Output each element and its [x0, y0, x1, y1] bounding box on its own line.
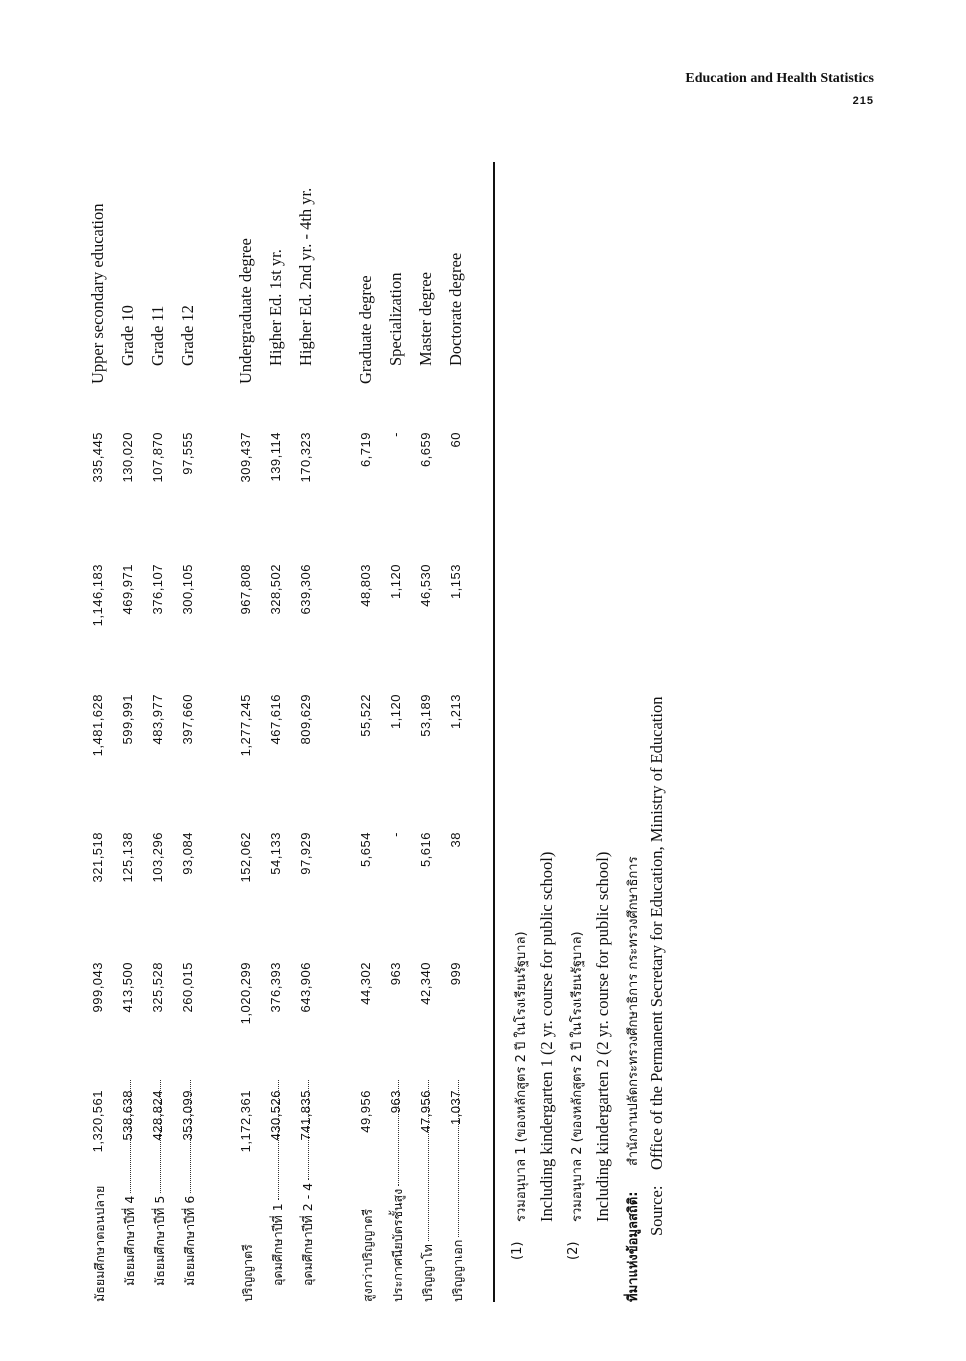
value-cell-col-6: 6,719: [358, 432, 373, 468]
value-cell-col-6: 6,659: [418, 432, 433, 468]
row-label-english: Grade 10: [118, 305, 137, 366]
value-cell-col-3: 103,296: [150, 832, 165, 883]
value-cell-col-6: -: [388, 432, 403, 437]
value-cell-col-5: 967,808: [238, 564, 253, 615]
row-label-english: Higher Ed. 2nd yr. - 4th yr.: [296, 187, 315, 366]
value-cell-col-3: 321,518: [90, 832, 105, 883]
row-label-thai: ปริญญาเอก: [450, 1239, 465, 1302]
value-cell-col-3: 97,929: [298, 832, 313, 875]
row-label-thai: มัธยมศึกษาปีที่ 6: [182, 1195, 197, 1286]
value-cell-col-1: 963: [388, 1090, 403, 1114]
footnote-1-thai: รวมอนุบาล 1 (ของหลักสูตร 2 ปี ในโรงเรียนรัฐบาล): [514, 931, 529, 1222]
value-cell-col-6: 139,114: [268, 432, 283, 482]
value-cell-col-3: -: [388, 832, 403, 837]
table-row: [118, 162, 144, 1302]
value-cell-col-4: 1,481,628: [90, 694, 105, 757]
value-cell-col-4: 483,977: [150, 694, 165, 745]
table-row: [416, 162, 442, 1302]
row-label-english: Graduate degree: [356, 275, 375, 384]
value-cell-col-1: 49,956: [358, 1090, 373, 1133]
value-cell-col-2: 376,393: [268, 962, 283, 1013]
table-row: [296, 162, 322, 1302]
value-cell-col-1: 47,956: [418, 1090, 433, 1133]
value-cell-col-6: 107,870: [150, 432, 165, 483]
value-cell-col-1: 1,037: [448, 1090, 463, 1126]
value-cell-col-2: 325,528: [150, 962, 165, 1013]
row-label-thai: มัธยมศึกษาปีที่ 4: [122, 1195, 137, 1286]
row-label-english: Grade 11: [148, 305, 167, 366]
source-thai: สำนักงานปลัดกระทรวงศึกษาธิการ กระทรวงศึกษาธิการ: [626, 856, 641, 1166]
value-cell-col-5: 1,120: [388, 564, 403, 600]
value-cell-col-4: 55,522: [358, 694, 373, 737]
value-cell-col-4: 1,213: [448, 694, 463, 730]
table-row: [446, 162, 472, 1302]
value-cell-col-6: 170,323: [298, 432, 313, 483]
value-cell-col-2: 44,302: [358, 962, 373, 1005]
value-cell-col-3: 38: [448, 832, 463, 848]
value-cell-col-5: 469,971: [120, 564, 135, 615]
value-cell-col-3: 125,138: [120, 832, 135, 883]
value-cell-col-5: 1,153: [448, 564, 463, 600]
value-cell-col-1: 538,638: [120, 1090, 135, 1141]
value-cell-col-1: 430,526: [268, 1090, 283, 1141]
source-english-label: Source:: [647, 1185, 666, 1236]
value-cell-col-1: 1,320,561: [90, 1090, 105, 1153]
value-cell-col-5: 46,530: [418, 564, 433, 607]
row-label-english: Higher Ed. 1st yr.: [266, 249, 285, 366]
row-label-thai: มัธยมศึกษาปีที่ 5: [152, 1195, 167, 1286]
row-label-thai: ปริญญาโท: [420, 1244, 435, 1302]
footnote-2-marker: (2): [566, 1241, 581, 1260]
value-cell-col-4: 599,991: [120, 694, 135, 745]
table-row: [236, 162, 262, 1302]
value-cell-col-4: 467,616: [268, 694, 283, 745]
table-bottom-rule: [493, 162, 495, 1302]
value-cell-col-6: 130,020: [120, 432, 135, 483]
table-row: [148, 162, 174, 1302]
value-cell-col-5: 300,105: [180, 564, 195, 615]
row-label-thai: ปริญญาตรี: [240, 1244, 255, 1302]
value-cell-col-2: 963: [388, 962, 403, 986]
value-cell-col-4: 1,277,245: [238, 694, 253, 757]
page-number: 215: [852, 95, 874, 107]
row-label-english: Doctorate degree: [446, 252, 465, 366]
row-label-thai: อุดมศึกษาปีที่ 1: [270, 1203, 285, 1286]
value-cell-col-5: 328,502: [268, 564, 283, 615]
value-cell-col-1: 1,172,361: [238, 1090, 253, 1153]
footnote-2-thai: รวมอนุบาล 2 (ของหลักสูตร 2 ปี ในโรงเรียนรัฐบาล): [570, 931, 585, 1222]
value-cell-col-2: 42,340: [418, 962, 433, 1005]
value-cell-col-4: 53,189: [418, 694, 433, 737]
row-label-english: Master degree: [416, 272, 435, 366]
value-cell-col-3: 5,654: [358, 832, 373, 868]
value-cell-col-2: 260,015: [180, 962, 195, 1013]
row-label-thai: อุดมศึกษาปีที่ 2 - 4: [300, 1182, 315, 1286]
rotated-table-region: [88, 162, 708, 1302]
value-cell-col-4: 1,120: [388, 694, 403, 730]
table-row: [88, 162, 114, 1302]
table-row: [266, 162, 292, 1302]
value-cell-col-6: 335,445: [90, 432, 105, 483]
value-cell-col-5: 376,107: [150, 564, 165, 615]
row-label-english: Grade 12: [178, 305, 197, 366]
value-cell-col-2: 999: [448, 962, 463, 986]
row-label-english: Specialization: [386, 272, 405, 366]
row-label-thai: มัธยมศึกษาตอนปลาย: [92, 1185, 107, 1302]
table-row: [178, 162, 204, 1302]
row-label-english: Upper secondary education: [88, 203, 107, 384]
value-cell-col-6: 60: [448, 432, 463, 448]
value-cell-col-2: 413,500: [120, 962, 135, 1013]
value-cell-col-4: 397,660: [180, 694, 195, 745]
value-cell-col-4: 809,629: [298, 694, 313, 745]
table-row: [356, 162, 382, 1302]
value-cell-col-5: 639,306: [298, 564, 313, 615]
value-cell-col-3: 152,062: [238, 832, 253, 883]
source-thai-label: ที่มาแห่งข้อมูลสถิติ:: [626, 1191, 641, 1302]
footnote-1-marker: (1): [510, 1241, 525, 1260]
value-cell-col-5: 48,803: [358, 564, 373, 607]
value-cell-col-1: 353,099: [180, 1090, 195, 1141]
value-cell-col-3: 54,133: [268, 832, 283, 875]
value-cell-col-5: 1,146,183: [90, 564, 105, 627]
table-row: [386, 162, 412, 1302]
value-cell-col-6: 97,555: [180, 432, 195, 475]
value-cell-col-2: 1,020,299: [238, 962, 253, 1025]
value-cell-col-6: 309,437: [238, 432, 253, 483]
value-cell-col-3: 5,616: [418, 832, 433, 868]
row-label-english: Undergraduate degree: [236, 238, 255, 384]
footnote-2-english: Including kindergarten 2 (2 yr. course for public school): [593, 851, 612, 1222]
row-label-thai: สูงกว่าปริญญาตรี: [360, 1208, 375, 1302]
value-cell-col-1: 428,824: [150, 1090, 165, 1141]
value-cell-col-2: 643,906: [298, 962, 313, 1013]
value-cell-col-3: 93,084: [180, 832, 195, 875]
value-cell-col-2: 999,043: [90, 962, 105, 1013]
footnote-1-english: Including kindergarten 1 (2 yr. course for public school): [537, 851, 556, 1222]
running-header-title: Education and Health Statistics: [685, 71, 874, 86]
value-cell-col-1: 741,835: [298, 1090, 313, 1141]
source-english: Office of the Permanent Secretary for Education, Ministry of Education: [647, 696, 666, 1170]
row-label-thai: ประกาศนียบัตรชั้นสูง: [390, 1188, 405, 1302]
